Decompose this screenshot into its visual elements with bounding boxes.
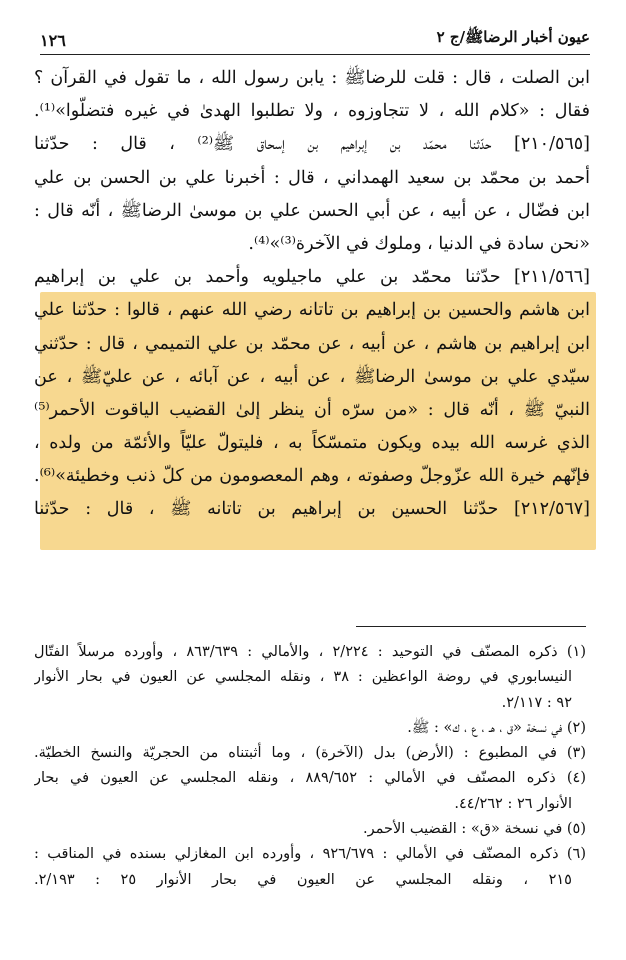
footnotes	[34, 640, 586, 893]
footnote-line: (٢) في نسخة «ق ، هـ ، ع ، ك» : ﷺ.	[407, 719, 586, 736]
footnote-line: الأنوار ٢٦ : ٤٤/٢٦٢.	[454, 795, 572, 812]
text-line: الذي غرسه الله بيده ويكون متمسّكاً به ، فليتولّ عليّاً والأئمّة من ولده ،	[34, 433, 590, 454]
text-line: النبيّ ﷺ ، أنّه قال : «من سرّه أن ينظر إلىٰ القضيب الياقوت الأحمر⁽⁵⁾	[34, 399, 590, 420]
footnote-line: النيسابوري في روضة الواعظين : ٣٨ ، ونقله المجلسي عن العيون في بحار الأنوار	[34, 669, 572, 686]
text-line: أحمد بن محمّد بن سعيد الهمداني ، قال : أخبرنا علي بن الحسن بن علي	[34, 167, 590, 188]
page-header	[40, 22, 590, 55]
highlighted-passage	[34, 261, 590, 493]
hadith-heading: [٢١٢/٥٦٧] حدّثنا الحسين بن إبراهيم بن تاتانه ﷺ ، قال : حدّثنا	[34, 499, 590, 520]
footnote-line: (٤) ذكره المصنّف في الأمالي : ٨٨٩/٦٥٢ ، ونقله المجلسي عن العيون في بحار	[34, 770, 586, 787]
text-line: سيّدي علي بن موسىٰ الرضاﷺ ، عن أبيه ، عن آبائه ، عن عليّﷺ ، عن	[34, 366, 590, 387]
footnote-line: ٩٢ : ٢/١١٧.	[501, 694, 572, 711]
text-line: فإنّهم خيرة الله عزّوجلّ وصفوته ، وهم المعصومون من كلّ ذنب وخطيئة»⁽⁶⁾.	[34, 466, 590, 487]
text-line: ابن إبراهيم بن هاشم ، عن أبيه ، عن محمّد بن علي التميمي ، قال : حدّثني	[34, 333, 590, 354]
main-text	[34, 62, 590, 527]
text-line: «نحن سادة في الدنيا ، وملوك في الآخرة⁽³⁾»⁽⁴⁾.	[248, 233, 590, 254]
text-line: فقال : «كلام الله ، لا تتجاوزوه ، ولا تطلبوا الهدىٰ في غيره فتضلّوا»⁽¹⁾.	[34, 101, 590, 122]
text-line: ابن الصلت ، قال : قلت للرضاﷺ : يابن رسول الله ، ما تقول في القرآن ؟	[34, 68, 590, 88]
footnote-line: (١) ذكره المصنّف في التوحيد : ٢/٢٢٤ ، والأمالي : ٨٦٣/٦٣٩ ، وأورده مرسلاً الفتّال	[34, 644, 586, 660]
hadith-heading: [٢١١/٥٦٦] حدّثنا محمّد بن علي ماجيلويه وأحمد بن علي بن إبراهيم	[34, 267, 590, 288]
text-line: ابن فضّال ، عن أبيه ، عن أبي الحسن علي بن موسىٰ الرضاﷺ ، أنّه قال :	[34, 200, 590, 221]
footnote-line: (٥) في نسخة «ق» : القضيب الأحمر.	[362, 821, 586, 838]
footnote-line: ٢١٥ ، ونقله المجلسي عن العيون في بحار الأنوار ٢٥ : ٢/١٩٣.	[34, 871, 572, 888]
running-title: عيون أخبار الرضاﷺ/ج ٢	[436, 28, 590, 46]
page-number: ١٢٦	[40, 31, 66, 50]
hadith-heading: [٢١٠/٥٦٥] حدّثنا محمّد بن إبراهيم بن إسحاق ﷺ⁽²⁾ ، قال : حدّثنا	[34, 134, 590, 155]
footnote-line: (٦) ذكره المصنّف في الأمالي : ٩٢٦/٦٧٩ ، وأورده ابن المغازلي بسنده في المناقب :	[34, 846, 586, 863]
footnote-line: (٣) في المطبوع : (الأرض) بدل (الآخرة) ، وما أثبتناه من الحجريّة والنسخ الخطيّة.	[34, 745, 586, 762]
text-line: ابن هاشم والحسين بن إبراهيم بن تاتانه رضي الله عنهم ، قالوا : حدّثنا علي	[34, 300, 590, 321]
footnote-separator	[356, 626, 586, 627]
